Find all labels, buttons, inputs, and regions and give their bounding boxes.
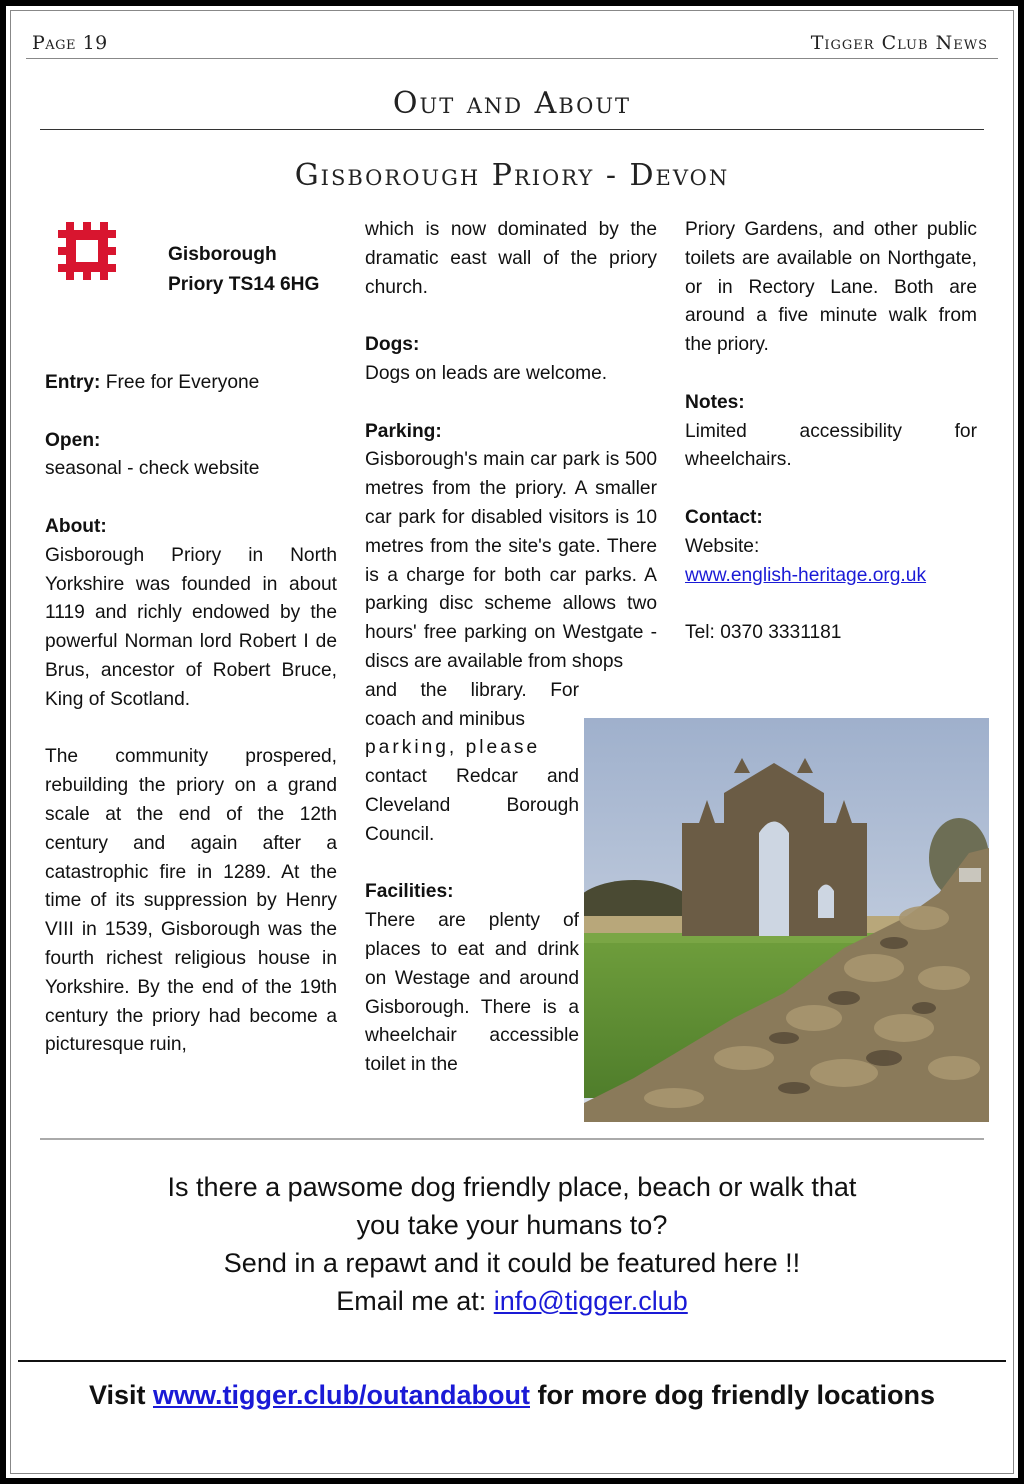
- publication-name: Tigger Club News: [810, 32, 988, 54]
- english-heritage-castle-icon: [56, 220, 118, 282]
- dogs-label: Dogs:: [365, 334, 420, 356]
- email-link[interactable]: info@tigger.club: [493, 1286, 688, 1316]
- header-divider: [26, 58, 998, 59]
- promo-callout: [6, 1168, 1018, 1320]
- notes-value: Limited accessibility for wheelchairs.: [685, 420, 977, 471]
- contact-label: Contact:: [685, 506, 763, 528]
- facilities-continuation: Priory Gardens, and other public toilets are available on Northgate, or in Rectory Lane. Both are around a five minute walk from the priory.: [685, 219, 977, 356]
- facilities-label: Facilities:: [365, 881, 454, 903]
- parking-text-contact: contact Redcar and Cleveland Borough Council.: [365, 766, 579, 845]
- facilities-text: There are plenty of places to eat and drink on Westage and around Gisborough. There is a wheelchair accessible toilet in the: [365, 910, 579, 1076]
- column-3: [685, 216, 977, 648]
- footer-suffix: for more dog friendly locations: [530, 1380, 936, 1410]
- entry-row: [45, 369, 337, 398]
- notes-label: Notes:: [685, 391, 745, 413]
- open-value: seasonal - check website: [45, 458, 260, 480]
- page-number: Page 19: [32, 32, 108, 54]
- parking-text-spaced: parking, please: [365, 737, 541, 759]
- outandabout-link[interactable]: www.tigger.club/outandabout: [153, 1380, 530, 1410]
- email-prefix: Email me at:: [336, 1286, 494, 1316]
- entry-label: Entry:: [45, 372, 101, 393]
- priory-ruin-photo: [584, 718, 989, 1122]
- entry-value: Free for Everyone: [105, 372, 260, 393]
- promo-line-3: Send in a repawt and it could be featured here !!: [223, 1248, 801, 1278]
- location-caption: [168, 240, 319, 300]
- section-title: Out and About: [392, 86, 632, 121]
- column-1: [45, 369, 337, 1060]
- parking-text-narrow: and the library. For coach and minibus: [365, 679, 579, 730]
- footer-prefix: Visit: [88, 1380, 153, 1410]
- promo-line-2: you take your humans to?: [356, 1210, 668, 1240]
- content-divider: [40, 1138, 984, 1140]
- parking-text: Gisborough's main car park is 500 metres from the priory. A smaller car park for disabled visitors is 10 metres from the site's gate. There is a charge for both car parks. A parking disc scheme allows two hours' free parking on Westgate - discs are available from shops: [365, 449, 657, 672]
- dogs-value: Dogs on leads are welcome.: [365, 362, 608, 384]
- footer-divider: [18, 1360, 1006, 1362]
- website-link[interactable]: www.english-heritage.org.uk: [685, 564, 927, 586]
- about-paragraph-1: Gisborough Priory in North Yorkshire was founded in about 1119 and richly endowed by the powerful Norman lord Robert I de Brus, ancestor of Robert Bruce, King of Scotland.: [45, 544, 337, 710]
- telephone: Tel: 0370 3331181: [685, 622, 842, 644]
- footer-cta: [6, 1380, 1018, 1411]
- about-label: About:: [45, 515, 107, 537]
- about-continuation: which is now dominated by the dramatic east wall of the priory church.: [365, 219, 657, 298]
- section-divider: [40, 129, 984, 130]
- location-postcode: Priory TS14 6HG: [168, 274, 320, 295]
- promo-email-row: [6, 1282, 1018, 1320]
- about-paragraph-2: The community prospered, rebuilding the priory on a grand scale at the end of the 12th century and again after a catastrophic fire in 1289. At the time of its suppression by Henry VIII in 1539, Gisborough was the fourth richest religious house in Yorkshire. By the end of the 19th century the priory had become a picturesque ruin,: [45, 746, 337, 1056]
- article-title: Gisborough Priory - Devon: [294, 158, 730, 193]
- location-name: Gisborough: [168, 244, 277, 265]
- parking-label: Parking:: [365, 420, 442, 442]
- promo-line-1: Is there a pawsome dog friendly place, beach or walk that: [167, 1172, 857, 1202]
- newsletter-page: [6, 6, 1018, 1478]
- website-label: Website:: [685, 535, 760, 557]
- open-label: Open:: [45, 429, 101, 451]
